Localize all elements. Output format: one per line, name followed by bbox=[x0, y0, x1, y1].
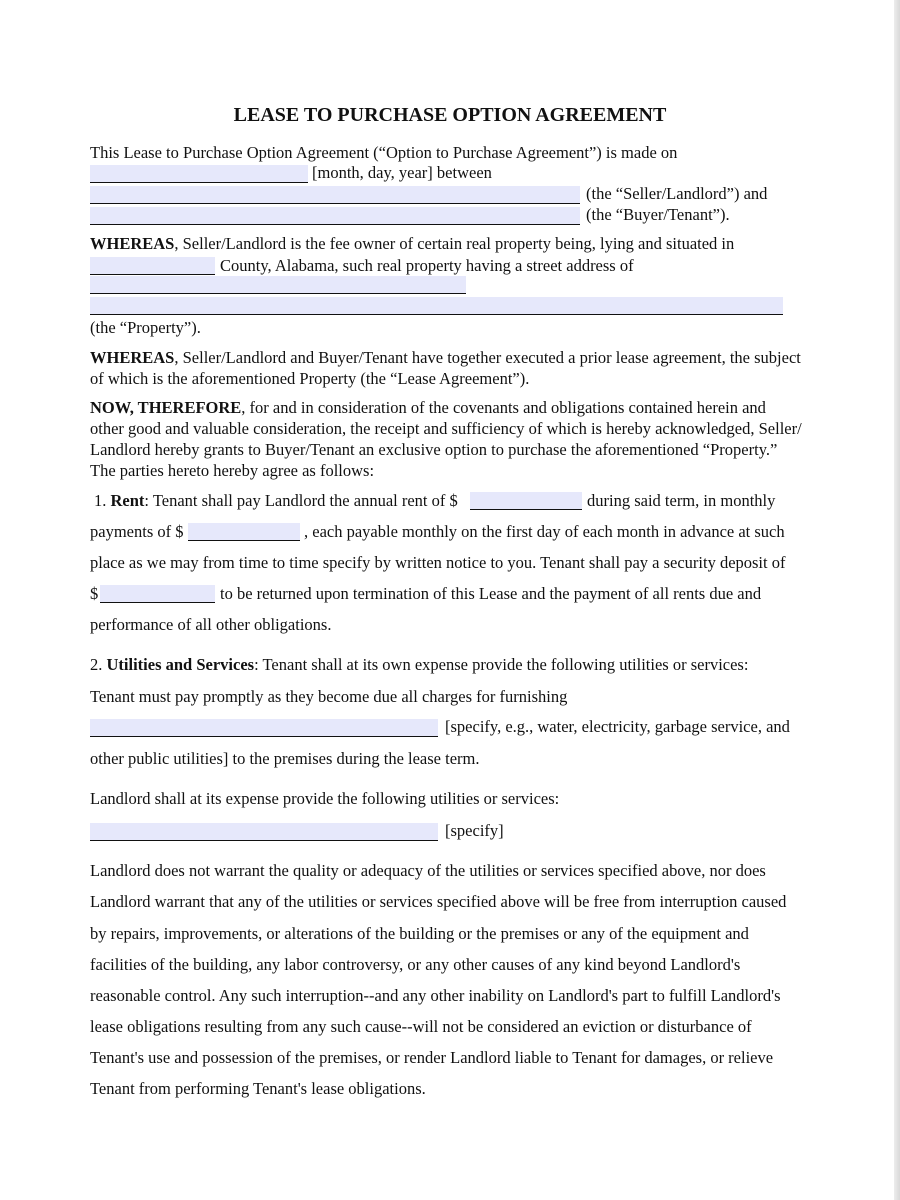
rent-line-2-end: , each payable monthly on the first day of each month in advance at such bbox=[304, 522, 785, 541]
warranty-line-6: lease obligations resulting from any such cause--will not be considered an eviction or disturbance of bbox=[90, 1017, 752, 1036]
rent-heading: Rent bbox=[110, 491, 145, 510]
therefore-text: , for and in consideration of the covenants and obligations contained herein and bbox=[241, 398, 766, 417]
warranty-line-7: Tenant's use and possession of the premises, or render Landlord liable to Tenant for damages, or relieve bbox=[90, 1048, 774, 1067]
seller-name-field[interactable] bbox=[90, 186, 580, 204]
rent-line-4-start: $ bbox=[90, 584, 99, 603]
utilities-number: 2. bbox=[90, 655, 103, 674]
utilities-specify-note: [specify, e.g., water, electricity, garbage service, and bbox=[445, 717, 790, 736]
rent-clause-line-1 bbox=[94, 491, 458, 511]
tenant-utilities-field[interactable] bbox=[90, 719, 438, 737]
property-suffix: (the “Property”). bbox=[90, 318, 201, 337]
therefore-line-4: The parties hereto hereby agree as follows: bbox=[90, 461, 375, 480]
rent-line-3: place as we may from time to time specify by written notice to you. Tenant shall pay a security deposit of bbox=[90, 553, 786, 572]
document-title: LEASE TO PURCHASE OPTION AGREEMENT bbox=[233, 104, 667, 126]
county-suffix: County, Alabama, such real property having a street address of bbox=[220, 256, 634, 275]
whereas-2-line-2: of which is the aforementioned Property (the “Lease Agreement”). bbox=[90, 369, 530, 388]
page-edge bbox=[894, 0, 900, 1200]
buyer-suffix: (the “Buyer/Tenant”). bbox=[586, 205, 730, 224]
buyer-name-field[interactable] bbox=[90, 207, 580, 225]
intro-line: This Lease to Purchase Option Agreement (“Option to Purchase Agreement”) is made on bbox=[90, 143, 678, 162]
rent-line-1-end: during said term, in monthly bbox=[587, 491, 776, 510]
utilities-line-4: other public utilities] to the premises during the lease term. bbox=[90, 749, 480, 768]
warranty-line-4: facilities of the building, any labor controversy, or any other causes of any kind beyond Landlord's bbox=[90, 955, 741, 974]
security-deposit-field[interactable] bbox=[100, 585, 215, 603]
rent-number: 1. bbox=[94, 491, 107, 510]
warranty-line-1: Landlord does not warrant the quality or adequacy of the utilities or services specified above, nor does bbox=[90, 861, 766, 880]
therefore-lead: NOW, THEREFORE bbox=[90, 398, 242, 417]
landlord-utilities-line: Landlord shall at its expense provide the following utilities or services: bbox=[90, 789, 560, 808]
rent-line-5: performance of all other obligations. bbox=[90, 615, 332, 634]
monthly-payment-field[interactable] bbox=[188, 523, 300, 541]
whereas-paragraph-1 bbox=[90, 234, 734, 254]
street-address-field-line-2[interactable] bbox=[90, 297, 783, 315]
therefore-line-3: Landlord hereby grants to Buyer/Tenant an exclusive option to purchase the aforementioned “Property.” bbox=[90, 440, 778, 459]
seller-suffix: (the “Seller/Landlord”) and bbox=[586, 184, 768, 203]
county-field[interactable] bbox=[90, 257, 215, 275]
warranty-line-2: Landlord warrant that any of the utilities or services specified above will be free from interruption caused bbox=[90, 892, 787, 911]
whereas-paragraph-2 bbox=[90, 348, 801, 368]
therefore-line-2: other good and valuable consideration, the receipt and sufficiency of which is hereby acknowledged, Seller/ bbox=[90, 419, 802, 438]
rent-line-4-end: to be returned upon termination of this Lease and the payment of all rents due and bbox=[220, 584, 762, 603]
whereas-lead: WHEREAS bbox=[90, 348, 175, 367]
street-address-field[interactable] bbox=[90, 276, 466, 294]
rent-line-2-start: payments of $ bbox=[90, 522, 184, 541]
date-field[interactable] bbox=[90, 165, 308, 183]
whereas-lead: WHEREAS bbox=[90, 234, 175, 253]
landlord-specify-note: [specify] bbox=[445, 821, 504, 840]
therefore-paragraph bbox=[90, 398, 766, 418]
cut-off-next-line bbox=[90, 1116, 290, 1124]
warranty-line-5: reasonable control. Any such interruption--and any other inability on Landlord's part to fulfill Landlord's bbox=[90, 986, 781, 1005]
warranty-line-3: by repairs, improvements, or alterations of the building or the premises or any of the equipment and bbox=[90, 924, 749, 943]
utilities-heading: Utilities and Services bbox=[106, 655, 255, 674]
rent-text: : Tenant shall pay Landlord the annual rent of $ bbox=[144, 491, 458, 510]
whereas-text: , Seller/Landlord is the fee owner of certain real property being, lying and situated in bbox=[174, 234, 735, 253]
date-suffix: [month, day, year] between bbox=[312, 163, 492, 182]
utilities-text: : Tenant shall at its own expense provide the following utilities or services: bbox=[254, 655, 749, 674]
warranty-line-8: Tenant from performing Tenant's lease obligations. bbox=[90, 1079, 426, 1098]
landlord-utilities-field[interactable] bbox=[90, 823, 438, 841]
annual-rent-field[interactable] bbox=[470, 492, 582, 510]
utilities-clause-line-1 bbox=[90, 655, 748, 675]
whereas-text: , Seller/Landlord and Buyer/Tenant have together executed a prior lease agreement, the subject bbox=[174, 348, 801, 367]
utilities-line-2: Tenant must pay promptly as they become due all charges for furnishing bbox=[90, 687, 568, 706]
